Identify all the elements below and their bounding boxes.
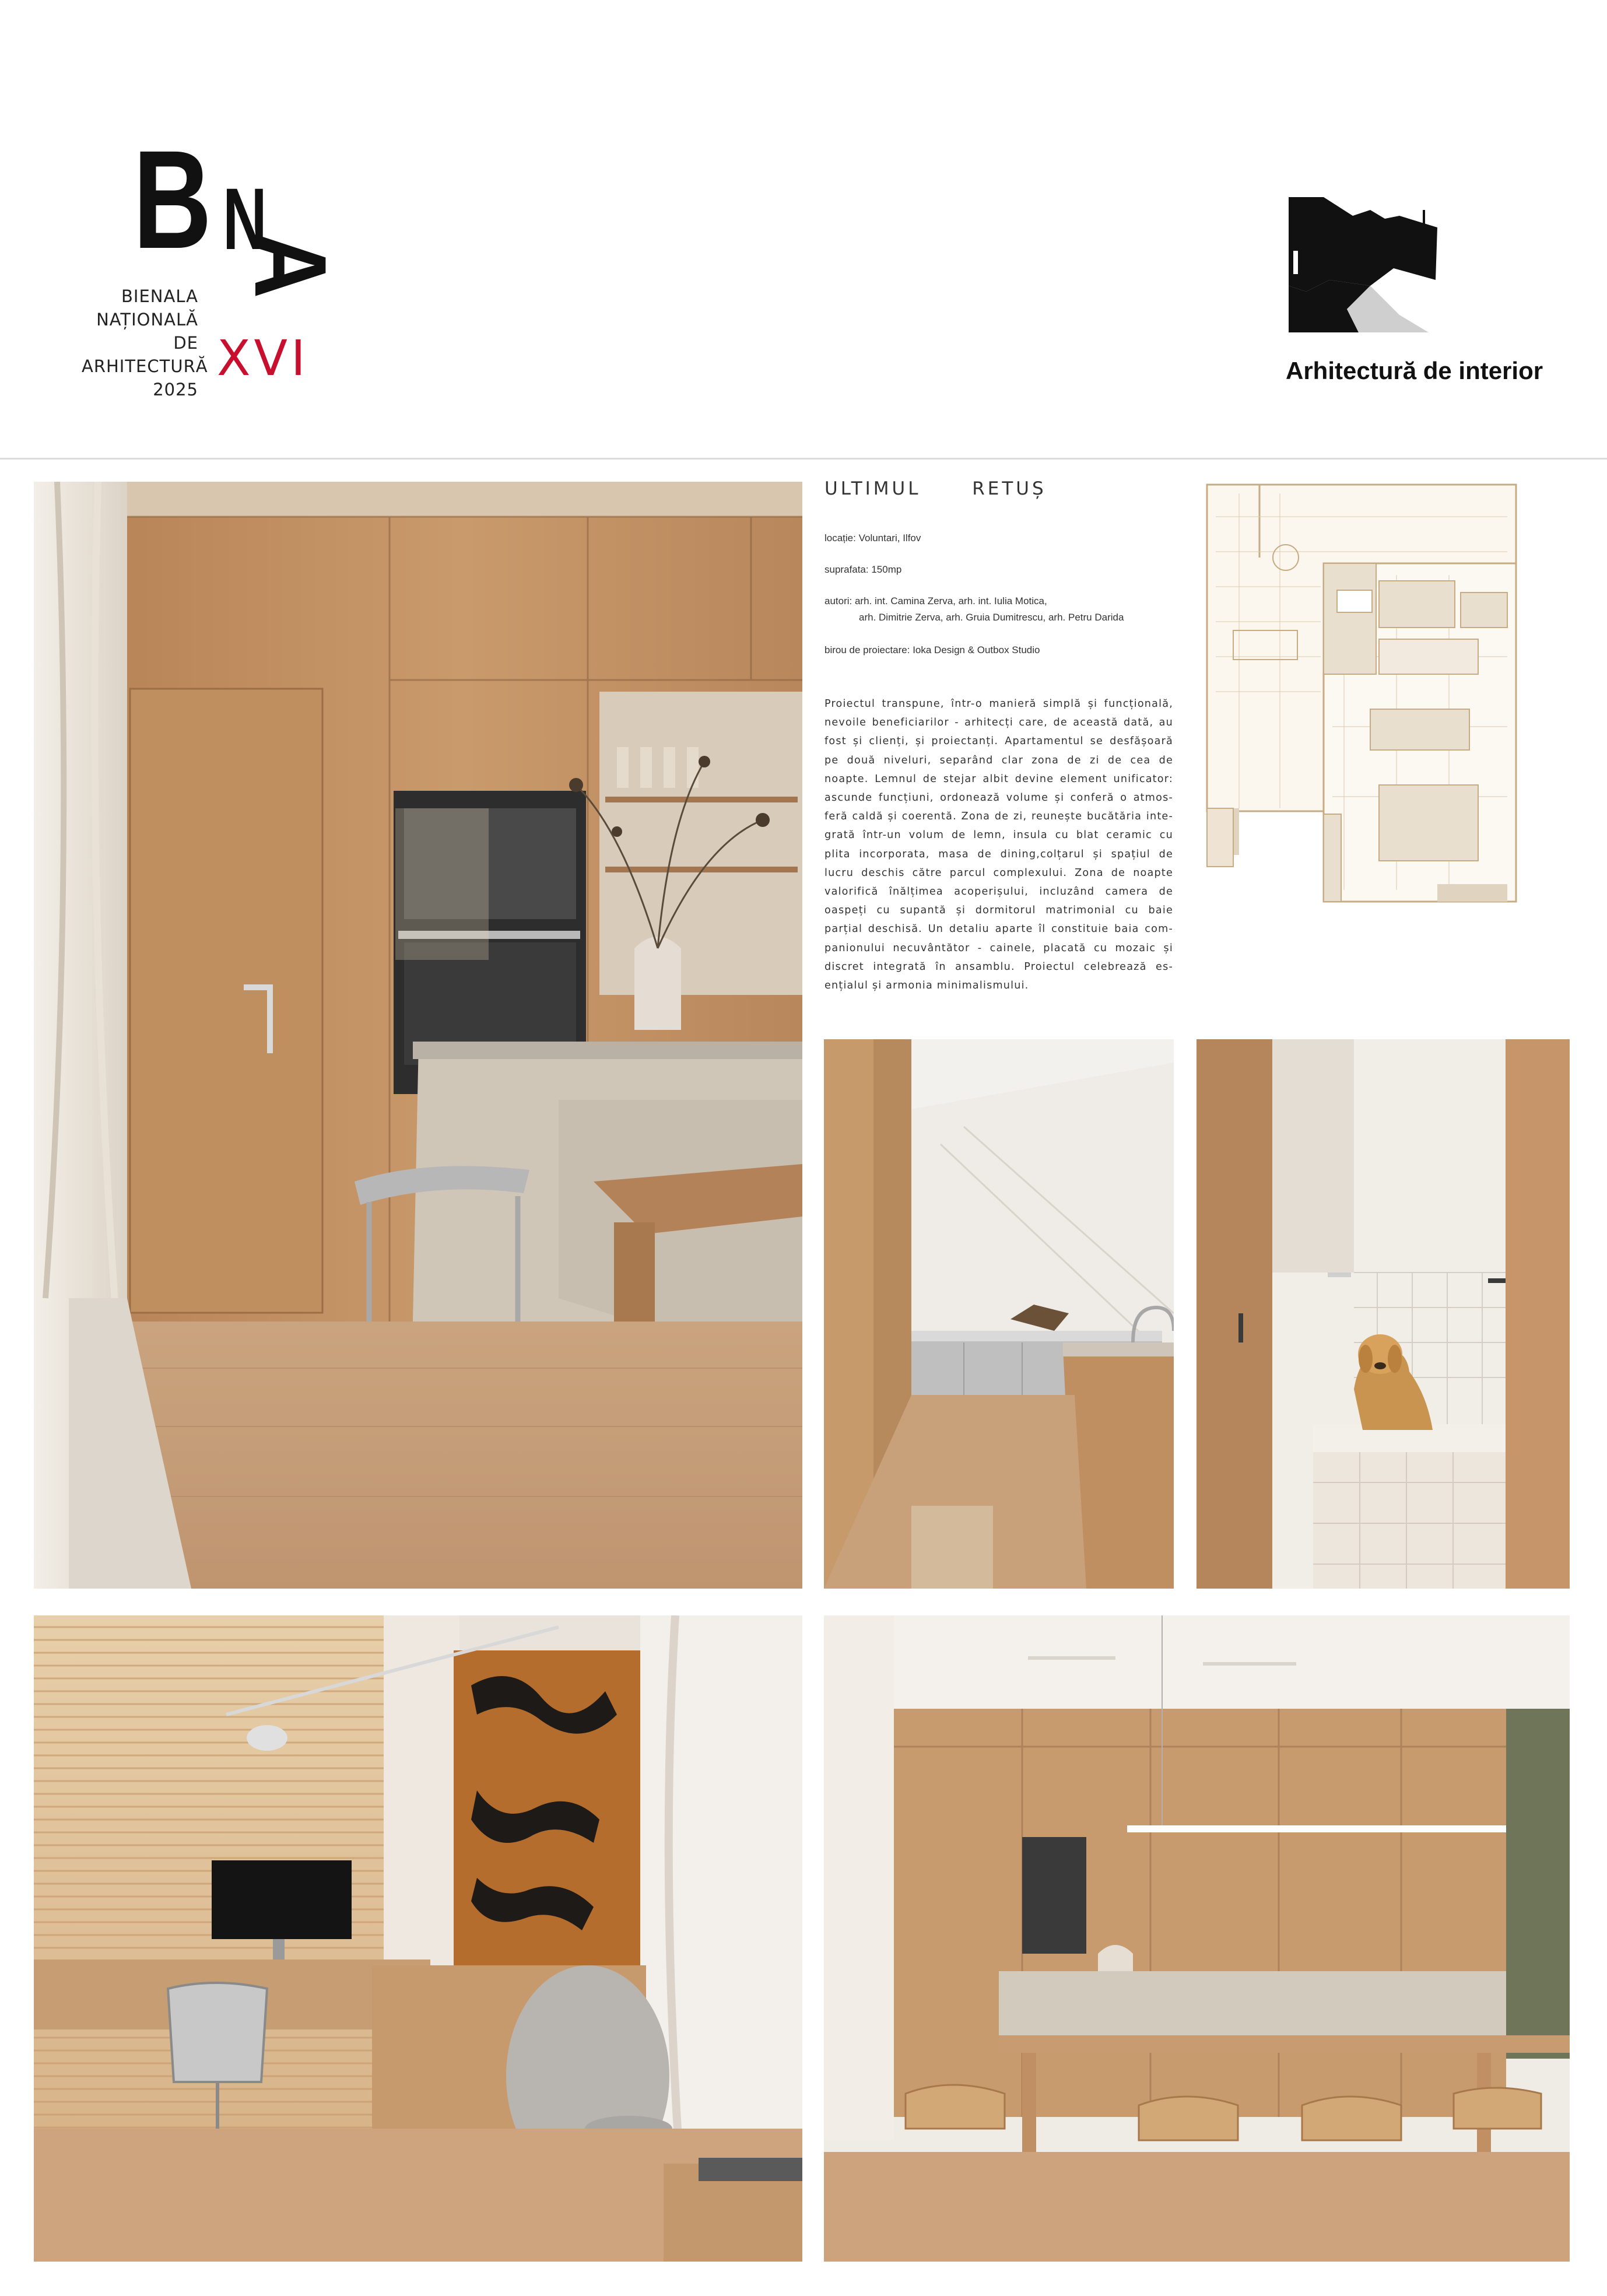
header-divider bbox=[0, 458, 1607, 460]
section-logo-icon bbox=[1283, 192, 1446, 347]
stair-corridor-photo bbox=[824, 1039, 1174, 1589]
project-title-word: ULTIMUL bbox=[824, 478, 921, 499]
description-line: valorifică înălțimea acoperișului, incluzând camera de bbox=[824, 886, 1173, 898]
description-line: ențialul și armonia minimalismului. bbox=[824, 980, 1029, 992]
logo-caption-line: DE bbox=[173, 333, 198, 353]
description-line: discret integrată în ansamblu. Proiectul celebrează es- bbox=[824, 961, 1173, 973]
logo-letter-n: N bbox=[223, 170, 267, 268]
description-line: oaspeți cu supantă și dormitorul matrimonial cu baie bbox=[824, 905, 1173, 917]
description-line: panionului necuvântător - cainele, placată cu mozaic și bbox=[824, 942, 1173, 954]
project-title-word: RETUȘ bbox=[972, 478, 1047, 499]
description-line: noapte. Lemnul de stejar albit devine element unificator: bbox=[824, 773, 1173, 785]
description-line: ascunde funcțiuni, ordonează volume și conferă o atmos- bbox=[824, 792, 1173, 804]
description-line: fost și clienți, și proiectanți. Apartamentul se desfășoară bbox=[824, 735, 1173, 748]
authors-line: arh. Dimitrie Zerva, arh. Gruia Dumitrescu, arh. Petru Darida bbox=[859, 612, 1124, 623]
logo-caption-line: 2025 bbox=[153, 380, 198, 399]
edition-number: XVI bbox=[217, 329, 309, 387]
dog-bath-photo bbox=[1197, 1039, 1570, 1589]
logo-caption-line: NAȚIONALĂ bbox=[96, 310, 198, 329]
logo-letter-b: B bbox=[133, 121, 212, 278]
floor-plan bbox=[1204, 482, 1571, 1012]
description-line: grată într-un volum de lemn, insula cu blat ceramic cu bbox=[824, 829, 1173, 842]
workspace-photo bbox=[34, 1615, 802, 2262]
logo-caption-line: ARHITECTURĂ bbox=[82, 356, 208, 376]
description-line: nevoile beneficiarilor - arhitecți care, de această dată, au bbox=[824, 717, 1173, 729]
project-description bbox=[824, 695, 1173, 995]
area-line: suprafata: 150mp bbox=[824, 564, 902, 575]
section-label: Arhitectură de interior bbox=[1286, 357, 1543, 384]
logo-letter-a: A bbox=[233, 232, 347, 299]
office-line: birou de proiectare: Ioka Design & Outbox Studio bbox=[824, 644, 1040, 656]
logo-caption bbox=[82, 285, 208, 401]
description-line: Proiectul transpune, într-o manieră simplă și funcțională, bbox=[824, 698, 1173, 710]
kitchen-photo bbox=[34, 482, 802, 1589]
description-line: parțial deschisă. Un detaliu aparte îl constituie baia com- bbox=[824, 923, 1173, 935]
description-line: pe două niveluri, separând clar zona de zi de cea de bbox=[824, 754, 1173, 766]
location-line: locație: Voluntari, Ilfov bbox=[824, 532, 921, 544]
authors-line: autori: arh. int. Camina Zerva, arh. int. Iulia Motica, bbox=[824, 595, 1047, 607]
project-title bbox=[824, 478, 1047, 499]
description-line: lucru deschis către parcul complexului. Zona de noapte bbox=[824, 867, 1173, 879]
description-line: feră caldă și coerentă. Zona de zi, reunește bucătăria inte- bbox=[824, 811, 1173, 823]
description-line: plita incorporata, masa de dining,colțarul și spațiul de bbox=[824, 848, 1173, 860]
logo-caption-line: BIENALA bbox=[121, 286, 198, 306]
dining-photo bbox=[824, 1615, 1570, 2262]
